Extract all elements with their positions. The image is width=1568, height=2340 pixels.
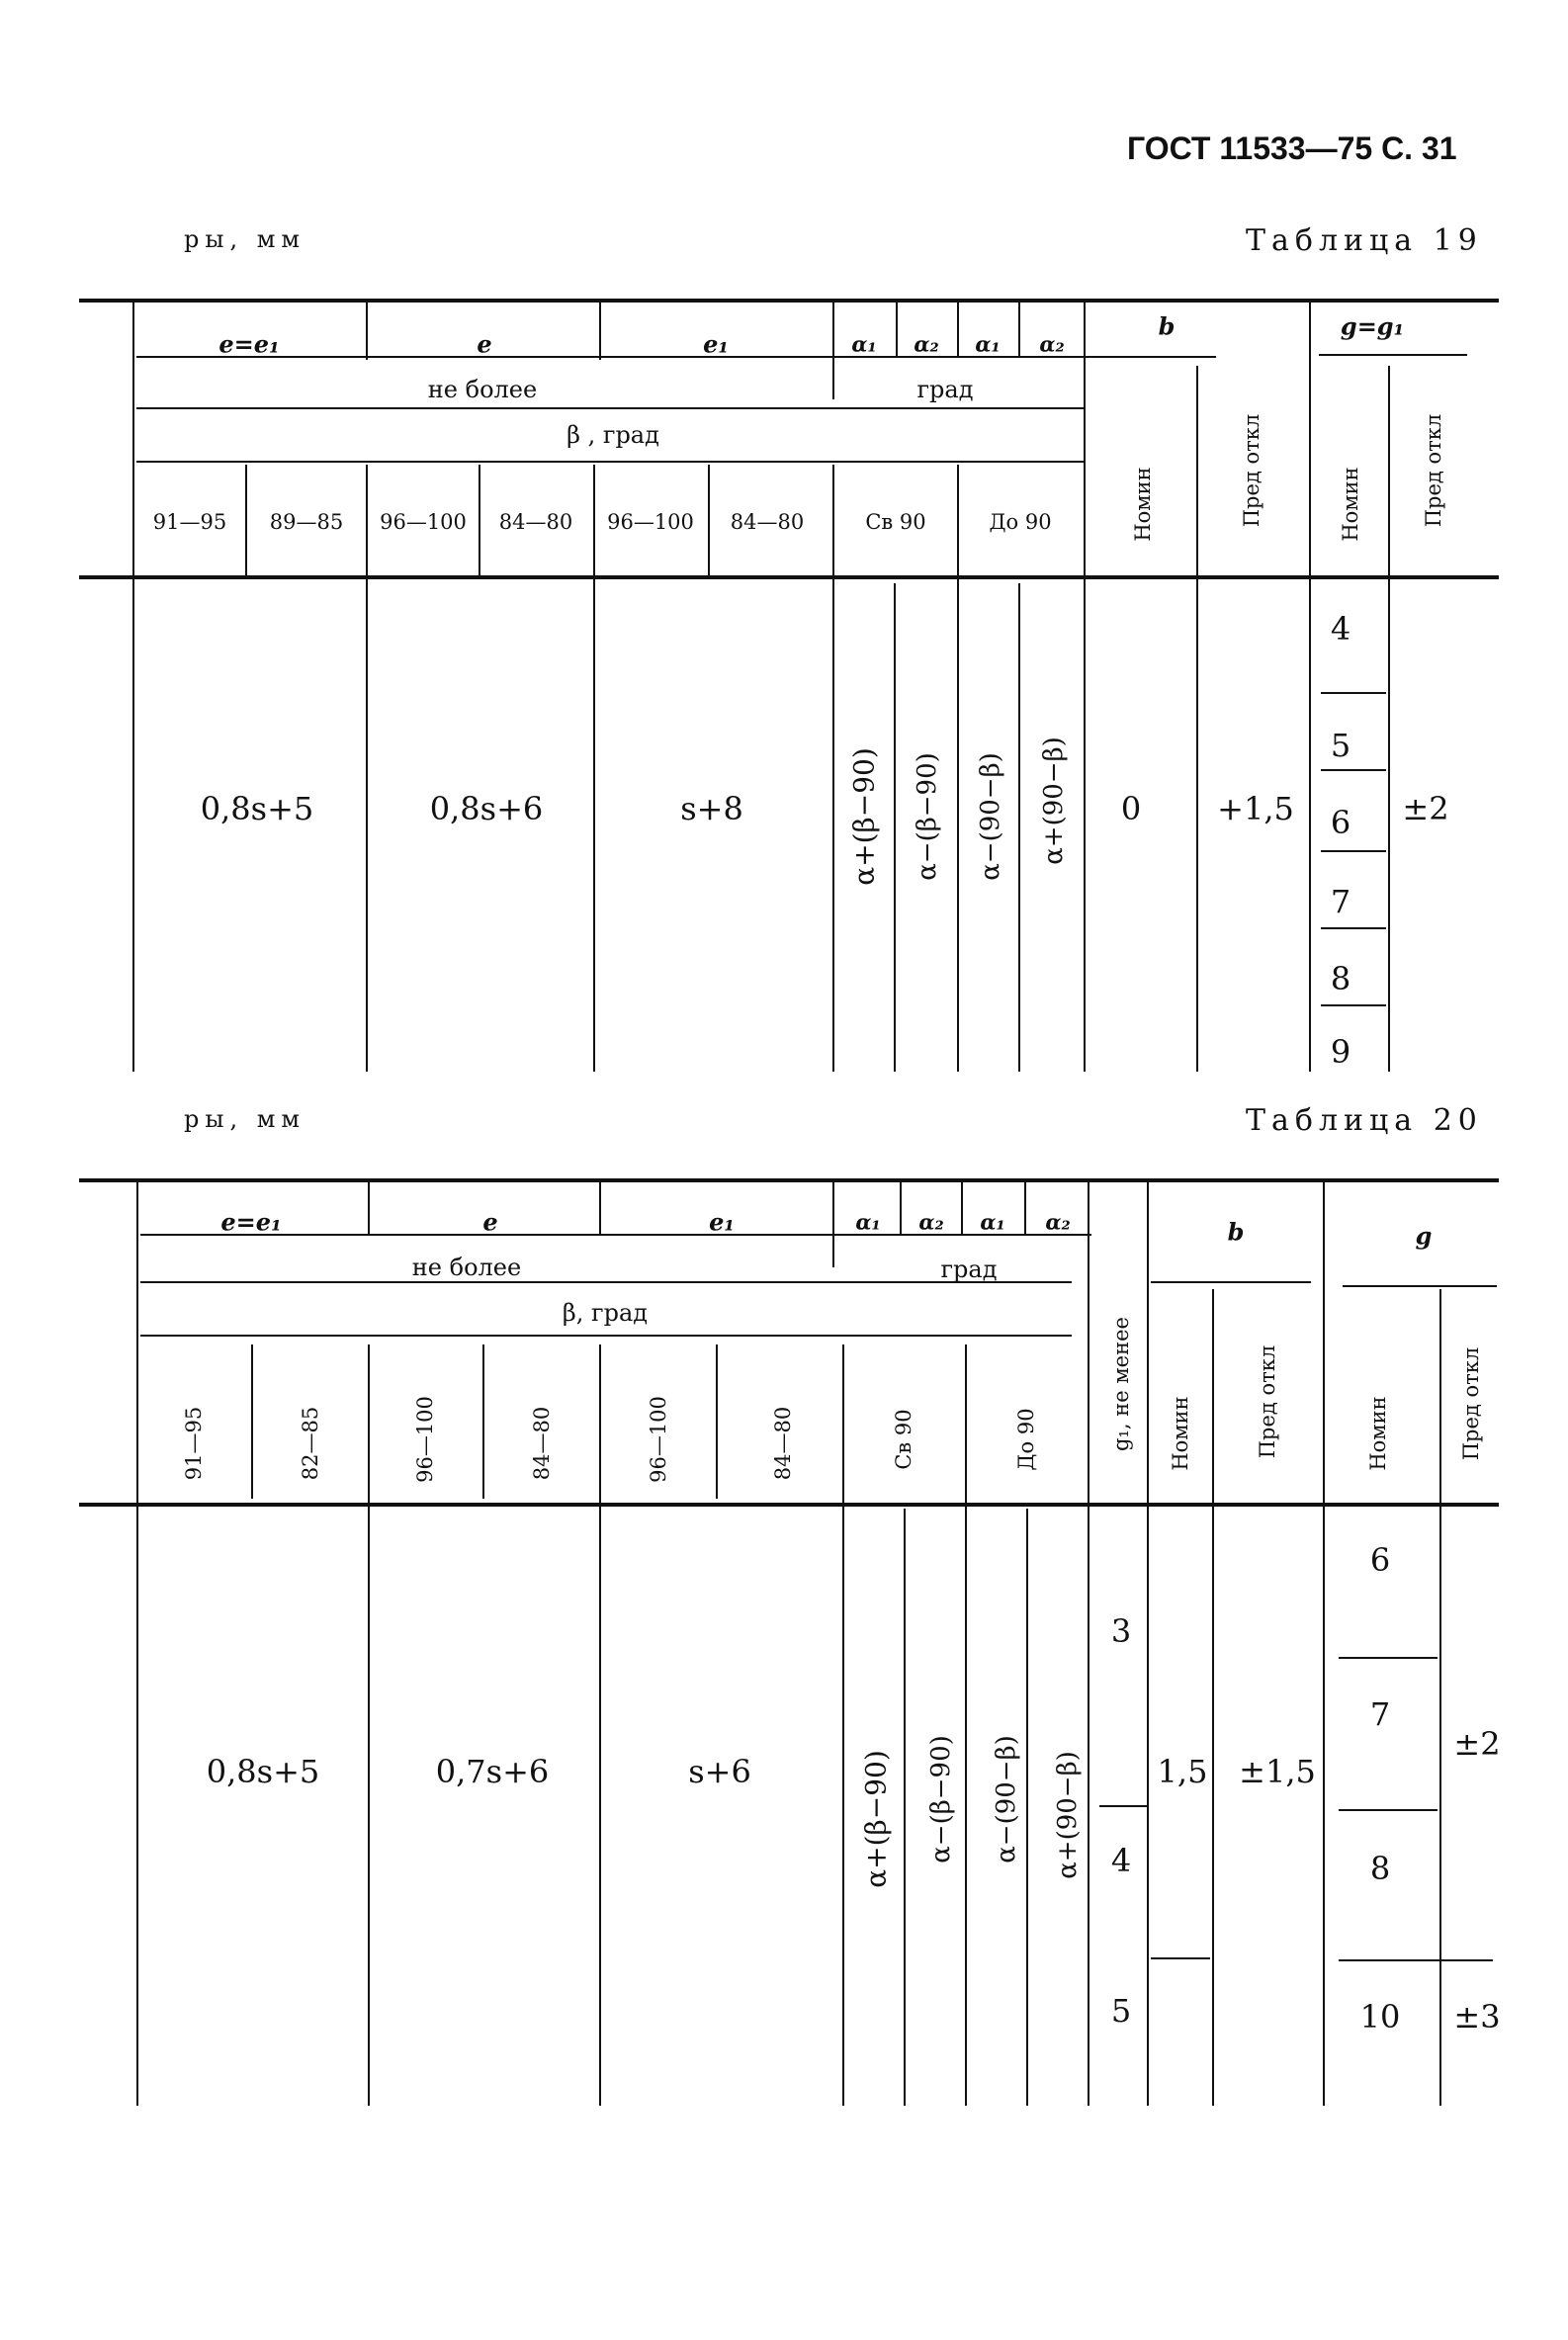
table19-value-e: 0,8s+6 xyxy=(429,790,544,827)
table20-header-a2-second: α₂ xyxy=(1045,1209,1071,1235)
table20-sub-82-85: 82—85 xyxy=(299,1406,322,1481)
table20-sub-91-95: 91—95 xyxy=(182,1406,206,1481)
table19-sub-sv-90: Св 90 xyxy=(865,510,926,534)
table20-g-value-10: 10 xyxy=(1359,1998,1401,2036)
table19-g-value-8: 8 xyxy=(1330,960,1351,997)
table19-formula-3: α−(90−β) xyxy=(976,752,1005,881)
table19-sub-96-100-b: 96—100 xyxy=(607,510,694,534)
table19-sub-84-80-b: 84—80 xyxy=(730,510,805,534)
table20-header-g: g xyxy=(1415,1221,1433,1251)
table19-header-b: b xyxy=(1158,311,1176,341)
table19-sub-96-100: 96—100 xyxy=(380,510,467,534)
table19-header-e1: e₁ xyxy=(703,329,729,359)
table20-b-tol-value: ±1,5 xyxy=(1239,1753,1316,1790)
table19-g-value-4: 4 xyxy=(1330,610,1351,648)
table19-header-beta-grad: β , град xyxy=(566,421,659,449)
table20-header-grad: град xyxy=(940,1256,998,1283)
table20-g-nomin: Номин xyxy=(1366,1396,1390,1471)
table19-header-rule xyxy=(79,575,1499,579)
page-header: ГОСТ 11533—75 С. 31 xyxy=(1127,130,1457,166)
table20-b-nom-value: 1,5 xyxy=(1157,1753,1208,1790)
table20-header-rule xyxy=(79,1503,1499,1507)
table19-sub-89-85: 89—85 xyxy=(269,510,344,534)
table20-g-value-6: 6 xyxy=(1369,1541,1391,1579)
table20-formula-2: α−(β−90) xyxy=(926,1735,956,1863)
table19-value-e1: s+8 xyxy=(680,790,743,827)
table19-sub-91-95: 91—95 xyxy=(152,510,227,534)
table19-g-pred-otkl: Пред откл xyxy=(1422,413,1445,528)
table19-title: Таблица 19 xyxy=(1246,223,1483,258)
table20-g-value-7: 7 xyxy=(1369,1695,1391,1733)
table20-value-e: 0,7s+6 xyxy=(435,1753,550,1790)
table20-sub-do-90: До 90 xyxy=(1014,1408,1038,1471)
table20-g-value-8: 8 xyxy=(1369,1850,1391,1887)
table20-title: Таблица 20 xyxy=(1246,1103,1483,1138)
table19-g-value-5: 5 xyxy=(1330,727,1351,764)
table19-g-tol-value: ±2 xyxy=(1402,790,1449,827)
table19-left-caption: ры, мм xyxy=(184,225,306,253)
table19-header-ne-bolee: не более xyxy=(427,376,538,403)
table20-top-rule xyxy=(79,1178,1499,1182)
table20-header-ne-bolee: не более xyxy=(411,1254,522,1281)
table19-g-value-7: 7 xyxy=(1330,883,1351,920)
table19-header-e: e xyxy=(477,329,492,359)
table19-g-value-6: 6 xyxy=(1330,804,1351,841)
table20-g-tol-value-b: ±3 xyxy=(1453,1998,1501,2036)
table20-header-e-eq-e1: e=e₁ xyxy=(220,1207,282,1237)
table19-top-rule xyxy=(79,299,1499,303)
table20-g1-value-3: 3 xyxy=(1110,1612,1132,1650)
table20-g1-value-4: 4 xyxy=(1110,1842,1132,1879)
table20-b-nomin: Номин xyxy=(1169,1396,1192,1471)
table20-sub-sv-90: Св 90 xyxy=(892,1409,915,1470)
table19-formula-2: α−(β−90) xyxy=(913,752,942,881)
table19-header-g-eq-g1: g=g₁ xyxy=(1340,311,1405,341)
table20-header-g1-min: g₁, не менее xyxy=(1109,1317,1133,1451)
table20-header-a1: α₁ xyxy=(855,1209,881,1235)
table19-sub-do-90: До 90 xyxy=(989,510,1052,534)
table19-header-a2: α₂ xyxy=(914,331,939,357)
table20-header-e: e xyxy=(482,1207,498,1237)
table19-b-pred-otkl: Пред откл xyxy=(1240,413,1263,528)
table20-left-caption: ры, мм xyxy=(184,1105,306,1133)
table20-sub-96-100: 96—100 xyxy=(413,1396,437,1483)
table20-value-e-eq-e1: 0,8s+5 xyxy=(206,1753,320,1790)
table20-g1-value-5: 5 xyxy=(1110,1992,1132,2030)
table19-header-e-eq-e1: e=e₁ xyxy=(218,329,280,359)
table20-sub-96-100-b: 96—100 xyxy=(647,1396,670,1483)
table20-header-e1: e₁ xyxy=(709,1207,735,1237)
table19-header-grad: град xyxy=(916,376,974,403)
table20-g-pred-otkl: Пред откл xyxy=(1459,1346,1483,1461)
table20-header-beta-grad: β, град xyxy=(562,1299,649,1327)
table19-b-nomin: Номин xyxy=(1131,467,1155,542)
table19-g-value-9: 9 xyxy=(1330,1033,1351,1071)
table20-value-e1: s+6 xyxy=(688,1753,751,1790)
table20-sub-84-80: 84—80 xyxy=(530,1406,554,1481)
table19-value-e-eq-e1: 0,8s+5 xyxy=(200,790,314,827)
table19-formula-4: α+(90−β) xyxy=(1039,737,1069,865)
table19-sub-84-80: 84—80 xyxy=(498,510,573,534)
table20-g-tol-value-a: ±2 xyxy=(1453,1725,1501,1763)
table19-header-a1-second: α₁ xyxy=(975,331,1001,357)
table19-header-a1: α₁ xyxy=(851,331,877,357)
table19-g-nomin: Номин xyxy=(1339,467,1362,542)
table20-header-a2: α₂ xyxy=(918,1209,944,1235)
table20-formula-4: α+(90−β) xyxy=(1053,1751,1083,1879)
table20-sub-84-80-b: 84—80 xyxy=(771,1406,795,1481)
table19-b-tol-value: +1,5 xyxy=(1217,790,1294,827)
table20-header-a1-second: α₁ xyxy=(980,1209,1005,1235)
table20-formula-3: α−(90−β) xyxy=(992,1735,1021,1863)
table19-header-a2-second: α₂ xyxy=(1039,331,1065,357)
table19-formula-1: α+(β−90) xyxy=(847,747,881,886)
table20-header-b: b xyxy=(1227,1217,1245,1247)
table20-b-pred-otkl: Пред откл xyxy=(1256,1344,1279,1459)
table19-b-nom-value: 0 xyxy=(1120,790,1142,827)
table20-formula-1: α+(β−90) xyxy=(859,1750,893,1888)
